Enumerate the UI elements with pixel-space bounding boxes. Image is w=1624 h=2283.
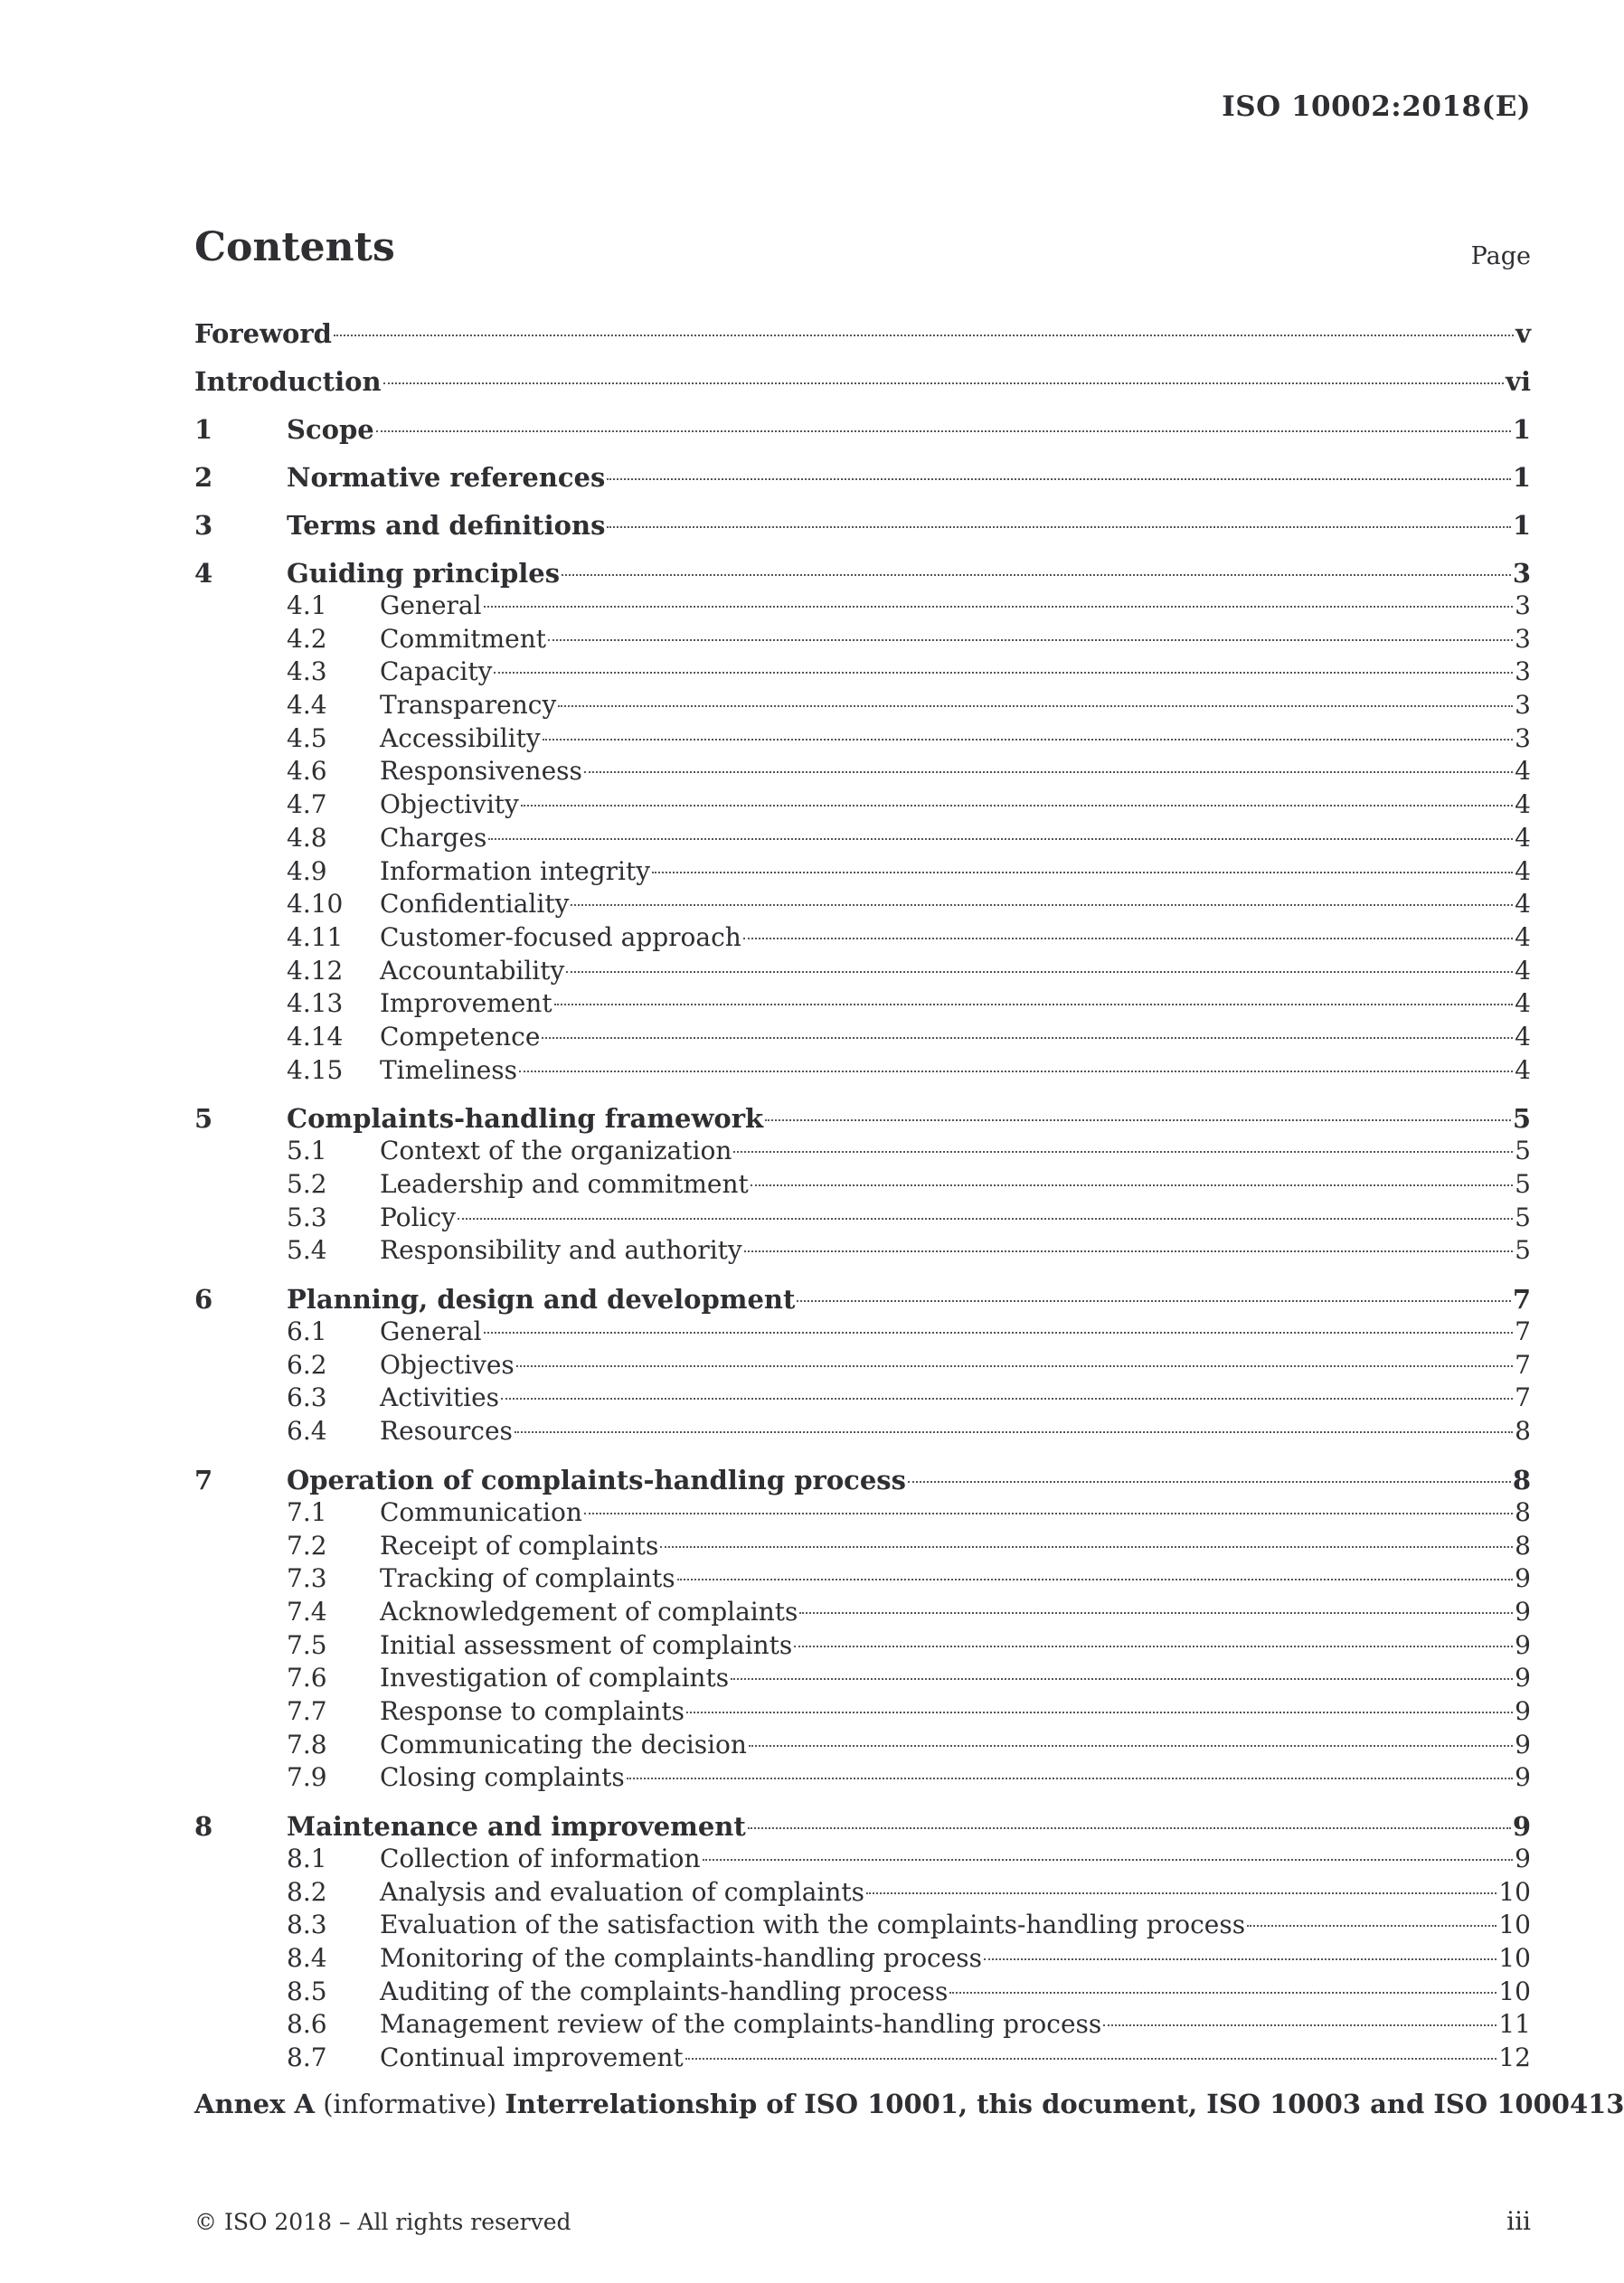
toc-subclause-label: Timeliness bbox=[380, 1054, 518, 1085]
toc-subclause[interactable] bbox=[194, 656, 1531, 690]
dot-leader bbox=[548, 639, 1513, 641]
toc-subclause-number: 4.15 bbox=[287, 1054, 344, 1085]
toc-clause-label: Planning, design and development bbox=[287, 1284, 796, 1316]
toc-subclause[interactable] bbox=[194, 1022, 1531, 1055]
annex-title: Interrelationship of ISO 10001, this document, ISO 10003 and ISO 10004 bbox=[505, 2088, 1589, 2119]
toc-subclause[interactable] bbox=[194, 756, 1531, 789]
toc-subclause[interactable] bbox=[194, 956, 1531, 989]
dot-leader bbox=[376, 430, 1511, 432]
toc-clause-label: Guiding principles bbox=[287, 558, 561, 589]
toc-subclause[interactable] bbox=[194, 1497, 1531, 1531]
toc-subclause-label: Tracking of complaints bbox=[380, 1563, 675, 1594]
toc-subclause-page: 12 bbox=[1498, 2042, 1531, 2073]
dot-leader bbox=[484, 1332, 1514, 1334]
toc-subclause-label: General bbox=[380, 1316, 482, 1347]
toc-subclause-page: 10 bbox=[1498, 1976, 1531, 2006]
toc-subclause[interactable] bbox=[194, 690, 1531, 723]
toc-subclause[interactable] bbox=[194, 1696, 1531, 1730]
toc-subclause-number: 7.7 bbox=[287, 1695, 327, 1726]
toc-subclause-number: 6.4 bbox=[287, 1416, 327, 1447]
toc-subclause-label: Customer-focused approach bbox=[380, 921, 741, 952]
toc-clause-page: 1 bbox=[1512, 510, 1531, 541]
toc-subclause-number: 4.11 bbox=[287, 921, 344, 952]
toc-clause-page: 3 bbox=[1512, 558, 1531, 589]
toc-subclause-page: 4 bbox=[1515, 756, 1531, 787]
toc-subclause-number: 4.12 bbox=[287, 955, 344, 986]
toc-subclause[interactable] bbox=[194, 1169, 1531, 1203]
dot-leader bbox=[501, 1398, 1513, 1400]
toc-clause-label: Normative references bbox=[287, 462, 606, 493]
toc-subclause[interactable] bbox=[194, 1531, 1531, 1564]
toc-subclause-number: 7.5 bbox=[287, 1629, 327, 1660]
dot-leader bbox=[866, 1892, 1497, 1894]
toc-clause-label: Complaints-handling framework bbox=[287, 1103, 764, 1135]
toc-subclause-page: 7 bbox=[1515, 1316, 1531, 1347]
dot-leader bbox=[748, 1827, 1511, 1829]
toc-clause[interactable] bbox=[194, 510, 1531, 542]
dot-leader bbox=[607, 478, 1510, 480]
toc-subclause-number: 7.2 bbox=[287, 1530, 327, 1561]
toc-clause[interactable] bbox=[194, 558, 1531, 590]
toc-subclause-label: Communication bbox=[380, 1496, 582, 1527]
dot-leader bbox=[984, 1958, 1497, 1960]
dot-leader bbox=[677, 1579, 1514, 1580]
toc-subclause[interactable] bbox=[194, 1563, 1531, 1597]
toc-subclause-page: 3 bbox=[1515, 722, 1531, 753]
toc-subclause-number: 6.3 bbox=[287, 1382, 327, 1413]
page-column-label: Page bbox=[1470, 242, 1531, 270]
toc-subclause-page: 3 bbox=[1515, 623, 1531, 654]
toc-clause-page: 7 bbox=[1512, 1284, 1531, 1316]
toc-clause[interactable] bbox=[194, 462, 1531, 495]
toc-subclause-page: 9 bbox=[1515, 1629, 1531, 1660]
toc-entry-page: vi bbox=[1506, 366, 1531, 397]
toc-subclause-label: Information integrity bbox=[380, 855, 651, 886]
dot-leader bbox=[542, 1037, 1513, 1039]
toc-subclause[interactable] bbox=[194, 1663, 1531, 1696]
dot-leader bbox=[584, 771, 1513, 773]
toc-subclause-number: 8.4 bbox=[287, 1943, 327, 1974]
dot-leader bbox=[515, 1431, 1513, 1433]
toc-subclause-page: 3 bbox=[1515, 656, 1531, 687]
toc-subclause-label: Receipt of complaints bbox=[380, 1530, 659, 1561]
toc-subclause[interactable] bbox=[194, 1910, 1531, 1943]
toc-clause-page: 1 bbox=[1512, 462, 1531, 493]
toc-subclause-label: Activities bbox=[380, 1382, 500, 1413]
toc-clause-number: 1 bbox=[194, 414, 213, 445]
toc-subclause-label: Evaluation of the satisfaction with the complaints-handling process bbox=[380, 1910, 1246, 1940]
toc-subclause-page: 10 bbox=[1498, 1910, 1531, 1940]
dot-leader bbox=[494, 672, 1513, 674]
toc-subclause[interactable] bbox=[194, 1976, 1531, 2010]
toc-subclause-number: 8.2 bbox=[287, 1876, 327, 1907]
toc-subclause-page: 4 bbox=[1515, 855, 1531, 886]
toc-subclause[interactable] bbox=[194, 1350, 1531, 1383]
toc-subclause-number: 8.5 bbox=[287, 1976, 327, 2006]
toc-subclause[interactable] bbox=[194, 1844, 1531, 1877]
toc-subclause-page: 4 bbox=[1515, 1021, 1531, 1052]
dot-leader bbox=[743, 938, 1513, 939]
dot-leader bbox=[794, 1646, 1513, 1647]
toc-subclause-label: Capacity bbox=[380, 656, 493, 687]
toc-subclause-label: Leadership and commitment bbox=[380, 1169, 749, 1199]
annex-prefix: Annex A bbox=[194, 2088, 316, 2119]
toc-subclause-number: 7.9 bbox=[287, 1762, 327, 1793]
dot-leader bbox=[627, 1778, 1513, 1779]
toc-subclause-label: Continual improvement bbox=[380, 2042, 684, 2073]
toc-subclause[interactable] bbox=[194, 1235, 1531, 1269]
toc-subclause-number: 4.14 bbox=[287, 1021, 344, 1052]
toc-clause-number: 6 bbox=[194, 1284, 213, 1316]
dot-leader bbox=[521, 805, 1513, 807]
toc-clause-label: Scope bbox=[287, 414, 374, 445]
toc-subclause[interactable] bbox=[194, 823, 1531, 856]
toc-subclause-number: 7.4 bbox=[287, 1596, 327, 1627]
toc-clause-number: 4 bbox=[194, 558, 213, 589]
page-title: Contents bbox=[194, 224, 395, 270]
toc-subclause-label: Analysis and evaluation of complaints bbox=[380, 1876, 865, 1907]
dot-leader bbox=[554, 1004, 1514, 1005]
dot-leader bbox=[908, 1481, 1511, 1483]
toc-subclause-number: 8.1 bbox=[287, 1844, 327, 1873]
toc-subclause-page: 9 bbox=[1515, 1844, 1531, 1873]
toc-subclause-page: 4 bbox=[1515, 789, 1531, 820]
dot-leader bbox=[571, 904, 1513, 906]
toc-clause-number: 3 bbox=[194, 510, 213, 541]
toc-subclause-page: 4 bbox=[1515, 955, 1531, 986]
toc-subclause-number: 8.3 bbox=[287, 1910, 327, 1940]
toc-clause-number: 8 bbox=[194, 1811, 213, 1842]
dot-leader bbox=[686, 1712, 1513, 1713]
toc-clause-number: 7 bbox=[194, 1464, 213, 1495]
toc-subclause-label: Responsibility and authority bbox=[380, 1235, 742, 1266]
dot-leader bbox=[751, 1184, 1513, 1186]
toc-subclause[interactable] bbox=[194, 1136, 1531, 1169]
toc-clause-page: 5 bbox=[1512, 1103, 1531, 1135]
toc-subclause-label: Monitoring of the complaints-handling process bbox=[380, 1943, 983, 1974]
toc-subclause-number: 7.6 bbox=[287, 1663, 327, 1693]
toc-entry-page: v bbox=[1515, 318, 1531, 349]
toc-annex[interactable] bbox=[194, 2088, 1624, 2119]
toc-subclause-label: Acknowledgement of complaints bbox=[380, 1596, 798, 1627]
annex-kind: (informative) bbox=[323, 2088, 497, 2119]
toc-subclause-number: 5.1 bbox=[287, 1136, 327, 1166]
toc-subclause-page: 9 bbox=[1515, 1596, 1531, 1627]
dot-leader bbox=[660, 1546, 1513, 1548]
toc-subclause-label: Resources bbox=[380, 1416, 513, 1447]
dot-leader bbox=[733, 1151, 1513, 1153]
footer-copyright: © ISO 2018 – All rights reserved bbox=[194, 2209, 571, 2235]
toc-subclause-number: 7.3 bbox=[287, 1563, 327, 1594]
toc-subclause-number: 4.3 bbox=[287, 656, 327, 687]
toc-subclause-number: 5.2 bbox=[287, 1169, 327, 1199]
toc-subclause-label: Response to complaints bbox=[380, 1695, 685, 1726]
toc-subclause-number: 6.2 bbox=[287, 1349, 327, 1380]
toc-clause-number: 5 bbox=[194, 1103, 213, 1135]
toc-clause[interactable] bbox=[194, 1465, 1531, 1497]
toc-subclause-page: 8 bbox=[1515, 1530, 1531, 1561]
toc-subclause-page: 4 bbox=[1515, 889, 1531, 920]
dot-leader bbox=[516, 1365, 1513, 1367]
toc-clause-page: 1 bbox=[1512, 414, 1531, 445]
toc-subclause-page: 4 bbox=[1515, 1054, 1531, 1085]
toc-subclause-label: General bbox=[380, 590, 482, 620]
dot-leader bbox=[799, 1612, 1513, 1614]
toc-subclause[interactable] bbox=[194, 2009, 1531, 2042]
toc-subclause-label: Commitment bbox=[380, 623, 546, 654]
toc-subclause[interactable] bbox=[194, 1877, 1531, 1910]
toc-subclause-page: 10 bbox=[1498, 1876, 1531, 1907]
toc-subclause[interactable] bbox=[194, 789, 1531, 823]
toc-subclause-number: 4.13 bbox=[287, 988, 344, 1019]
dot-leader bbox=[584, 1513, 1513, 1514]
dot-leader bbox=[519, 1071, 1513, 1072]
footer-page-number: iii bbox=[1506, 2206, 1531, 2236]
toc-subclause[interactable] bbox=[194, 1630, 1531, 1664]
dot-leader bbox=[703, 1859, 1514, 1861]
toc-clause-page: 9 bbox=[1512, 1811, 1531, 1842]
toc-subclause-number: 7.8 bbox=[287, 1729, 327, 1759]
toc-subclause[interactable] bbox=[194, 624, 1531, 657]
toc-subclause-label: Objectivity bbox=[380, 789, 519, 820]
dot-leader bbox=[334, 335, 1514, 336]
toc-subclause-number: 4.8 bbox=[287, 822, 327, 853]
toc-subclause-number: 4.7 bbox=[287, 789, 327, 820]
toc-subclause[interactable] bbox=[194, 1597, 1531, 1630]
toc-subclause[interactable] bbox=[194, 1382, 1531, 1416]
toc-subclause-label: Management review of the complaints-handling process bbox=[380, 2009, 1102, 2040]
toc-subclause-page: 9 bbox=[1515, 1695, 1531, 1726]
toc-subclause-number: 4.4 bbox=[287, 690, 327, 721]
dot-leader bbox=[566, 971, 1513, 973]
toc-subclause-label: Responsiveness bbox=[380, 756, 582, 787]
dot-leader bbox=[685, 2058, 1497, 2060]
toc-subclause[interactable] bbox=[194, 723, 1531, 757]
dot-leader bbox=[383, 382, 1505, 384]
dot-leader bbox=[731, 1678, 1513, 1680]
dot-leader bbox=[1247, 1925, 1497, 1927]
dot-leader bbox=[949, 1992, 1497, 1994]
toc-subclause[interactable] bbox=[194, 1203, 1531, 1236]
toc-subclause-page: 5 bbox=[1515, 1136, 1531, 1166]
toc-subclause-label: Closing complaints bbox=[380, 1762, 625, 1793]
toc-subclause-page: 9 bbox=[1515, 1663, 1531, 1693]
toc-subclause-label: Accountability bbox=[380, 955, 565, 986]
toc-entry-label: Introduction bbox=[194, 366, 382, 397]
toc-subclause-number: 5.4 bbox=[287, 1235, 327, 1266]
toc-subclause-number: 8.6 bbox=[287, 2009, 327, 2040]
toc-subclause-label: Communicating the decision bbox=[380, 1729, 747, 1759]
dot-leader bbox=[744, 1250, 1513, 1252]
toc-entry[interactable] bbox=[194, 318, 1531, 351]
toc-subclause-page: 5 bbox=[1515, 1235, 1531, 1266]
toc-subclause-page: 3 bbox=[1515, 690, 1531, 721]
toc-subclause-page: 5 bbox=[1515, 1169, 1531, 1199]
toc-subclause-label: Transparency bbox=[380, 690, 557, 721]
toc-subclause[interactable] bbox=[194, 1316, 1531, 1350]
toc-subclause-page: 5 bbox=[1515, 1202, 1531, 1232]
toc-subclause-page: 11 bbox=[1498, 2009, 1531, 2040]
toc-subclause-page: 8 bbox=[1515, 1416, 1531, 1447]
toc-subclause-page: 3 bbox=[1515, 590, 1531, 620]
toc-subclause-number: 4.10 bbox=[287, 889, 344, 920]
toc-subclause-label: Objectives bbox=[380, 1349, 515, 1380]
toc-entry[interactable] bbox=[194, 366, 1531, 399]
toc-subclause[interactable] bbox=[194, 922, 1531, 956]
toc-subclause-number: 4.9 bbox=[287, 855, 327, 886]
toc-subclause[interactable] bbox=[194, 1055, 1531, 1089]
toc-subclause-number: 6.1 bbox=[287, 1316, 327, 1347]
toc-subclause[interactable] bbox=[194, 1943, 1531, 1976]
dot-leader bbox=[765, 1119, 1511, 1121]
toc-subclause-page: 4 bbox=[1515, 921, 1531, 952]
toc-subclause[interactable] bbox=[194, 889, 1531, 922]
toc-subclause-page: 9 bbox=[1515, 1729, 1531, 1759]
toc-subclause-number: 4.5 bbox=[287, 722, 327, 753]
toc-subclause[interactable] bbox=[194, 590, 1531, 624]
dot-leader bbox=[749, 1745, 1513, 1747]
toc-clause-page: 8 bbox=[1512, 1464, 1531, 1495]
dot-leader bbox=[488, 838, 1513, 840]
toc-subclause[interactable] bbox=[194, 1762, 1531, 1796]
toc-subclause-label: Accessibility bbox=[380, 722, 541, 753]
toc-subclause-page: 9 bbox=[1515, 1762, 1531, 1793]
toc-subclause-page: 4 bbox=[1515, 822, 1531, 853]
toc-subclause-label: Investigation of complaints bbox=[380, 1663, 730, 1693]
toc-subclause-label: Auditing of the complaints-handling process bbox=[380, 1976, 949, 2006]
toc-subclause[interactable] bbox=[194, 988, 1531, 1022]
toc-subclause-label: Confidentiality bbox=[380, 889, 570, 920]
dot-leader bbox=[1103, 2024, 1497, 2026]
annex-page: 13 bbox=[1588, 2088, 1624, 2119]
dot-leader bbox=[484, 606, 1514, 608]
dot-leader bbox=[652, 872, 1513, 873]
toc-subclause-label: Charges bbox=[380, 822, 487, 853]
toc-subclause-label: Improvement bbox=[380, 988, 552, 1019]
toc-subclause[interactable] bbox=[194, 1416, 1531, 1449]
toc-subclause-label: Initial assessment of complaints bbox=[380, 1629, 793, 1660]
dot-leader bbox=[562, 574, 1511, 576]
toc-subclause-page: 7 bbox=[1515, 1349, 1531, 1380]
toc-clause[interactable] bbox=[194, 414, 1531, 447]
toc-subclause[interactable] bbox=[194, 856, 1531, 890]
toc-subclause-page: 9 bbox=[1515, 1563, 1531, 1594]
toc-subclause-number: 5.3 bbox=[287, 1202, 327, 1232]
toc-entry-label: Foreword bbox=[194, 318, 332, 349]
toc-subclause-page: 7 bbox=[1515, 1382, 1531, 1413]
toc-subclause[interactable] bbox=[194, 1730, 1531, 1763]
toc-subclause-number: 4.6 bbox=[287, 756, 327, 787]
toc-subclause-number: 7.1 bbox=[287, 1496, 327, 1527]
toc-clause-label: Maintenance and improvement bbox=[287, 1811, 746, 1842]
dot-leader bbox=[558, 705, 1513, 707]
dot-leader bbox=[458, 1218, 1513, 1220]
toc-subclause-page: 8 bbox=[1515, 1496, 1531, 1527]
toc-clause[interactable] bbox=[194, 1284, 1531, 1316]
toc-subclause-label: Context of the organization bbox=[380, 1136, 732, 1166]
toc-subclause[interactable] bbox=[194, 2042, 1531, 2076]
toc-clause[interactable] bbox=[194, 1103, 1531, 1136]
header-code: ISO 10002:2018(E) bbox=[1222, 90, 1531, 123]
toc-clause[interactable] bbox=[194, 1811, 1531, 1844]
toc-clause-number: 2 bbox=[194, 462, 213, 493]
toc-subclause-page: 4 bbox=[1515, 988, 1531, 1019]
toc-subclause-number: 8.7 bbox=[287, 2042, 327, 2073]
toc-subclause-label: Competence bbox=[380, 1021, 541, 1052]
dot-leader bbox=[797, 1300, 1510, 1302]
toc-subclause-number: 4.2 bbox=[287, 623, 327, 654]
toc-subclause-page: 10 bbox=[1498, 1943, 1531, 1974]
toc-subclause-number: 4.1 bbox=[287, 590, 327, 620]
dot-leader bbox=[543, 739, 1513, 741]
toc-subclause-label: Collection of information bbox=[380, 1844, 701, 1873]
toc-clause-label: Operation of complaints-handling process bbox=[287, 1464, 906, 1495]
toc-clause-label: Terms and definitions bbox=[287, 510, 606, 541]
dot-leader bbox=[607, 526, 1510, 528]
table-of-contents bbox=[194, 318, 1624, 2119]
toc-subclause-label: Policy bbox=[380, 1202, 456, 1232]
